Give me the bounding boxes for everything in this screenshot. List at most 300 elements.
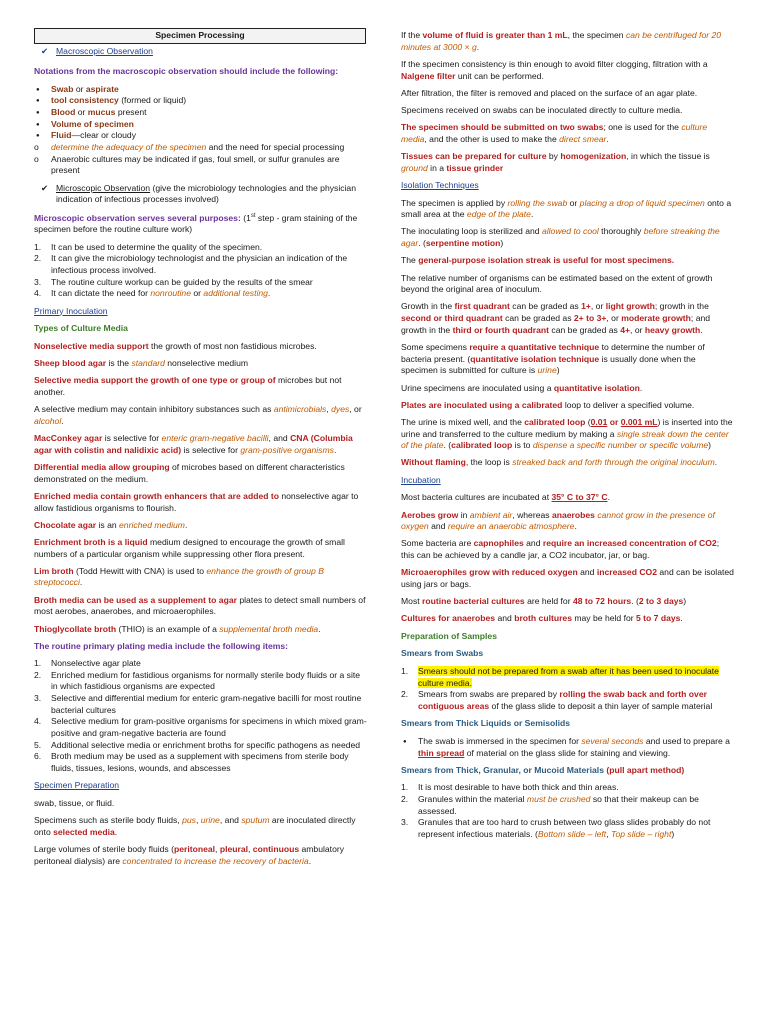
list-item	[34, 119, 369, 131]
text-run: The swab is immersed in the specimen for	[418, 735, 582, 746]
paragraph	[401, 457, 734, 469]
text-run: After filtration, the filter is removed and placed on the surface of an agar plate.	[401, 87, 698, 98]
list-marker: ●	[36, 121, 40, 128]
text-run: Smears from Thick, Granular, or Mucoid Materials	[401, 764, 607, 775]
types-heading: Types of Culture Media	[34, 323, 128, 334]
paragraph	[401, 151, 734, 174]
text-run: .	[700, 324, 703, 335]
text-run: . (	[631, 596, 639, 607]
text-run: .	[639, 382, 643, 393]
text-run: can be graded as	[509, 301, 582, 312]
text-run: pleural	[219, 844, 249, 855]
text-run: Cultures for anaerobes	[401, 613, 496, 624]
text-run: st	[250, 212, 256, 219]
text-run: aspirate	[85, 83, 119, 94]
text-run: rolling the swab	[507, 197, 568, 208]
text-run: continuous	[252, 844, 300, 855]
text-run: . (	[443, 440, 452, 451]
text-run: .	[680, 613, 683, 624]
text-run: The	[401, 255, 419, 266]
text-run: before streaking the agar	[401, 226, 720, 249]
text-run: Without flaming	[401, 457, 466, 468]
paragraph	[401, 105, 734, 117]
text-run: )	[671, 829, 675, 840]
text-run: )	[556, 365, 560, 376]
list-item	[34, 288, 369, 300]
text-run: Selective and differential medium for enteric gram-negative bacilli for most routine bacterial cultures	[51, 692, 362, 715]
text-run: Smears from swabs are prepared by	[418, 689, 560, 700]
list-marker: o	[34, 153, 39, 164]
routine-heading: The routine primary plating media include the following items:	[34, 640, 289, 651]
text-run: rolling the swab back and forth over contiguous areas	[418, 689, 707, 711]
paragraph	[34, 341, 369, 353]
text-run: , or	[349, 404, 362, 415]
text-run: alcohol	[34, 415, 62, 426]
text-run: concentrated to increase the recovery of bacteria	[122, 855, 309, 866]
text-run: Smears should not be prepared from a swab after it has been used to inoculate culture media.	[418, 665, 719, 688]
list-item	[34, 716, 369, 739]
text-run: . (	[418, 238, 426, 249]
text-run: ,	[195, 815, 201, 826]
purposes-list	[34, 242, 369, 300]
text-run: , or	[590, 301, 606, 312]
text-run: selected media	[53, 826, 115, 837]
text-run: third or fourth quadrant	[452, 324, 550, 335]
text-run: 2+ to 3+	[573, 313, 607, 324]
list-item	[34, 154, 369, 177]
list-marker: 1.	[34, 657, 42, 668]
text-run: onto a small area at the	[401, 197, 732, 220]
text-run: loop to deliver a specified volume.	[562, 399, 695, 410]
text-run: The routine culture workup can be guided by the results of the smear	[51, 276, 313, 287]
text-run: or	[567, 197, 580, 208]
paragraph	[401, 30, 734, 53]
paragraph	[34, 358, 369, 370]
text-run: thin spread	[418, 747, 465, 758]
text-run: general-purpose isolation streak	[418, 255, 551, 266]
notations-list	[34, 84, 369, 178]
text-run: Growth in the	[401, 301, 455, 312]
text-run: antimicrobials	[273, 404, 327, 415]
text-run: Bottom slide – left	[537, 829, 607, 840]
text-run: or	[607, 416, 621, 427]
text-run: urine	[200, 815, 220, 826]
list-item	[401, 736, 734, 759]
text-run: .	[574, 521, 577, 532]
routine-list	[34, 658, 369, 775]
text-run: can be graded as	[502, 313, 574, 324]
paragraph	[401, 88, 734, 100]
text-run: nonroutine	[150, 288, 191, 299]
text-run: Additional selective media or enrichment broths for specific pathogens as needed	[51, 739, 361, 750]
text-run: and	[495, 613, 515, 624]
text-run: .	[714, 457, 718, 468]
text-run: )	[683, 596, 687, 607]
text-run: (pull apart method)	[606, 764, 685, 775]
text-run: It can be used to determine the quality of the specimen.	[51, 241, 263, 252]
text-run: broth cultures	[514, 613, 572, 624]
incubation-heading: Incubation	[401, 474, 441, 485]
swab-list	[401, 666, 734, 713]
text-run: anaerobes	[551, 509, 595, 520]
text-run: ; one is used for the	[603, 122, 682, 133]
list-marker: 6.	[34, 751, 42, 762]
list-item	[401, 689, 734, 712]
text-run: supplemental broth media	[219, 623, 319, 634]
text-run: It is most desirable to have both thick and thin areas.	[418, 782, 619, 793]
text-run: , and	[219, 815, 242, 826]
text-run: placing a drop of liquid specimen	[579, 197, 705, 208]
list-item	[34, 142, 369, 154]
paragraph	[34, 433, 369, 456]
thick-list	[401, 736, 734, 759]
text-run: The inoculating loop is sterilized and	[401, 226, 542, 237]
media-paragraphs	[34, 341, 369, 635]
text-run: Selective medium for gram-positive organisms for specimens in which mixed gram-positive and gram-negative bacteria are found	[51, 716, 367, 739]
text-run: Chocolate agar	[34, 519, 97, 530]
text-run: routine bacterial cultures	[422, 596, 525, 607]
text-run: of material on the glass slide for staining and viewing.	[464, 747, 671, 758]
text-run: .	[607, 492, 610, 503]
text-run: is usually done when the specimen is submitted for culture is	[401, 353, 696, 376]
text-run: 1+	[581, 301, 591, 312]
paragraph	[401, 492, 734, 504]
text-run: direct smear	[559, 133, 607, 144]
text-run: is the	[106, 358, 132, 369]
text-run: calibrated loop	[524, 416, 586, 427]
list-marker: 1.	[401, 665, 409, 676]
text-run: Some specimens	[401, 341, 470, 352]
list-marker: 2.	[401, 689, 409, 700]
paragraph	[401, 400, 734, 412]
text-run: CNA (Columbia agar with colistin and nalidixic acid)	[34, 433, 353, 455]
paragraph	[34, 491, 369, 514]
paragraph	[401, 567, 734, 590]
check-icon: ✔	[41, 45, 49, 56]
paragraph	[34, 520, 369, 532]
list-marker: 5.	[34, 739, 42, 750]
text-run: ambient air	[469, 509, 513, 520]
text-run: single streak down the center of the plate	[401, 428, 729, 451]
text-run: Blood	[51, 106, 76, 117]
text-run: .	[308, 855, 312, 866]
text-run: , whereas	[512, 509, 552, 520]
text-run: can be centrifuged for 20 minutes at 3000 × g	[401, 30, 722, 52]
text-run: in a	[427, 162, 447, 173]
text-run: (formed or liquid)	[118, 95, 187, 106]
text-run: light growth	[605, 301, 655, 312]
text-run: standard	[131, 358, 165, 369]
text-run: is an	[96, 519, 120, 530]
text-run: present	[115, 106, 147, 117]
list-marker: 2.	[401, 794, 409, 805]
paragraph	[401, 510, 734, 533]
paragraph	[34, 595, 369, 618]
text-run: )	[708, 440, 712, 451]
check-icon: ✔	[41, 182, 49, 193]
text-run: Top slide – right	[610, 829, 672, 840]
micro-purpose	[34, 212, 369, 236]
text-run: edge of the plate	[466, 209, 531, 220]
text-run: is selective for	[102, 433, 162, 444]
list-marker: 2.	[34, 669, 42, 680]
text-run: .	[606, 133, 609, 144]
text-run: sputum	[241, 815, 270, 826]
text-run: ambulatory peritoneal dialysis) are	[34, 844, 345, 866]
text-run: Thioglycollate broth	[34, 623, 117, 634]
list-item	[34, 242, 369, 254]
text-run: , and the other is used to make the	[424, 133, 560, 144]
text-run: require an anaerobic atmosphere	[447, 521, 575, 532]
text-run: or	[75, 106, 88, 117]
text-run: Enrichment broth is a liquid	[34, 536, 148, 547]
granular-list	[401, 782, 734, 840]
text-run: Anaerobic cultures may be indicated if gas, foul smell, or sulfur granules are present	[51, 153, 340, 176]
text-run: Fluid	[51, 130, 72, 141]
list-item	[34, 693, 369, 716]
list-item	[401, 782, 734, 794]
list-item	[401, 817, 734, 840]
paragraph	[401, 59, 734, 82]
text-run: urine	[537, 365, 557, 376]
text-run: If the specimen consistency is thin enough to avoid filter clogging, filtration with a	[401, 58, 708, 69]
list-item	[34, 751, 369, 774]
primary-inoculation-heading: Primary Inoculation	[34, 305, 108, 316]
text-run: Specimens such as sterile body fluids,	[34, 815, 183, 826]
text-run: dyes	[331, 404, 350, 415]
list-item	[34, 84, 369, 96]
text-run: 0.01	[590, 416, 608, 427]
text-run: (Todd Hewitt with CNA) is used to	[73, 565, 207, 576]
text-run: Urine specimens are inoculated using a	[401, 382, 554, 393]
paragraph	[401, 417, 734, 452]
text-run: tool consistency	[51, 95, 119, 106]
list-marker: 3.	[34, 276, 42, 287]
text-run: Nonselective agar plate	[51, 657, 141, 668]
text-run: Broth media can be used as a supplement to agar	[34, 594, 237, 605]
text-run: so that their makeup can be assessed.	[418, 794, 699, 816]
text-run: Lim broth	[34, 565, 74, 576]
text-run: The urine is mixed well, and the	[401, 416, 525, 427]
list-item	[401, 666, 734, 689]
processing-paragraphs	[401, 30, 734, 174]
text-run: .	[79, 577, 83, 588]
right-column	[401, 30, 734, 846]
text-run: homogenization	[560, 151, 627, 161]
text-run: allowed to cool	[541, 226, 599, 237]
text-run: Swab	[51, 83, 74, 94]
text-run: 0.001 mL	[620, 416, 658, 427]
text-run: Differential media allow grouping	[34, 461, 170, 472]
text-run: Most bacteria cultures are incubated at	[401, 492, 552, 503]
paragraph	[401, 538, 734, 561]
text-run: 2 to 3 days	[638, 596, 684, 607]
list-marker: 3.	[401, 817, 409, 828]
granular-heading	[401, 765, 734, 777]
text-run: second or third quadrant	[401, 313, 503, 324]
text-run: or	[73, 83, 86, 94]
left-column	[34, 28, 369, 873]
text-run: 48 to 72 hours	[572, 596, 632, 607]
text-run: Selective media support the growth of one type or group of	[34, 375, 276, 386]
text-run: .	[476, 41, 480, 52]
paragraph	[34, 798, 369, 810]
text-run: Plates are inoculated using a calibrated	[401, 399, 563, 410]
paragraph	[401, 226, 734, 249]
text-run: gram-positive organisms	[240, 444, 334, 455]
text-run: calibrated loop	[451, 440, 513, 451]
text-run: Volume of specimen	[51, 118, 134, 129]
paragraph	[34, 537, 369, 560]
text-run: .	[184, 519, 188, 530]
text-run: by	[546, 151, 561, 161]
macro-heading: ✔ Macroscopic Observation	[41, 45, 153, 56]
text-run: must be crushed	[526, 794, 591, 805]
text-run: and	[428, 521, 448, 532]
prep-samples-heading: Preparation of Samples	[401, 630, 497, 641]
text-run: additional testing	[203, 288, 268, 299]
text-run: Nalgene filter	[401, 70, 456, 81]
text-run: .	[530, 209, 534, 220]
text-run: ,	[326, 404, 332, 415]
text-run: peritoneal	[173, 844, 216, 855]
paragraph	[34, 462, 369, 485]
text-run: , or	[630, 324, 645, 335]
text-run: ; growth in the	[654, 301, 709, 312]
text-run: The specimen is applied by	[401, 197, 508, 208]
text-run: A selective medium may contain inhibitory substances such as	[34, 404, 274, 415]
text-run: and used to prepare a	[643, 735, 730, 746]
text-run: Tissues can be prepared for culture	[401, 151, 547, 161]
paragraph	[401, 383, 734, 395]
text-run: increased CO2	[596, 567, 658, 578]
text-run: enteric gram-negative bacilli	[161, 433, 269, 444]
text-run: It can dictate the need for	[51, 288, 151, 299]
text-run: the growth of most non fastidious microbes.	[148, 340, 317, 351]
list-marker: ●	[36, 133, 40, 140]
text-run: .	[333, 444, 337, 455]
text-run: 35° C to 37° C	[551, 492, 608, 503]
text-run: .	[114, 826, 118, 837]
text-run: culture media	[401, 122, 708, 144]
text-run: nonselective medium	[164, 358, 249, 369]
text-run: can be graded as	[549, 324, 621, 335]
list-marker: 1.	[401, 782, 409, 793]
text-run: nonselective agar to allow fastidious organisms to flourish.	[34, 490, 359, 513]
micro-check-item	[34, 183, 369, 206]
text-run: Some bacteria are	[401, 538, 474, 549]
text-run: ,	[248, 844, 253, 855]
text-run: to determine the number of bacteria present. (	[401, 341, 705, 364]
prep-paragraphs	[34, 798, 369, 867]
text-run: Granules that are too hard to crush between two glass slides probably do not represent infectious materials. (	[418, 817, 711, 840]
text-run: and	[523, 538, 543, 549]
text-run: of the glass slide to deposit a thin layer of sample material	[489, 700, 713, 711]
list-marker: 4.	[34, 288, 42, 299]
text-run: .	[318, 623, 321, 634]
text-run: Most	[401, 596, 423, 607]
list-marker: ●	[36, 86, 40, 93]
text-run: unit can be performed.	[455, 70, 544, 81]
paragraph	[34, 815, 369, 838]
text-run: swab, tissue, or fluid.	[34, 797, 115, 808]
text-run: cannot grow in the presence of oxygen	[401, 509, 715, 532]
text-run: It can give the microbiology technologist and the physician an indication of the infectious process involved.	[51, 253, 348, 276]
text-run: (1	[240, 212, 251, 223]
text-run: enriched medium	[119, 519, 185, 530]
text-run: Enriched medium for fastidious organisms for normally sterile body fluids or a site in which fastidious organisms are expected	[51, 669, 361, 692]
text-run: is useful for most specimens.	[550, 255, 675, 266]
text-run: Aerobes grow	[401, 509, 459, 520]
paragraph	[34, 375, 369, 398]
list-marker: ●	[403, 738, 407, 745]
list-item	[34, 277, 369, 289]
text-run: —clear or cloudy	[71, 130, 137, 141]
text-run: MacConkey agar	[34, 433, 103, 444]
paragraph	[401, 596, 734, 608]
isolation-heading: Isolation Techniques	[401, 179, 479, 190]
text-run: ; this can be achieved by a candle jar, a CO2 incubator, jar, or bag.	[401, 538, 720, 561]
text-run: quantitative isolation technique	[470, 353, 600, 364]
text-run: Broth medium may be used as a supplement with specimens from sterile body fluids, tissues, lesions, wounds, and abscesses	[51, 751, 349, 774]
incubation-paragraphs	[401, 492, 734, 625]
text-run: Microscopic Observation	[56, 182, 151, 193]
text-run: ; and growth in the	[401, 313, 711, 335]
text-run: may be held for	[571, 613, 636, 624]
paragraph	[401, 613, 734, 625]
text-run: Large volumes of sterile body fluids (	[34, 844, 174, 855]
paragraph	[401, 273, 734, 296]
text-run: capnophiles	[473, 538, 524, 549]
list-marker: ●	[36, 109, 40, 116]
text-run: ,	[606, 829, 611, 840]
text-run: in	[458, 509, 470, 520]
text-run: reduced oxygen	[511, 567, 578, 578]
text-run: The specimen should be submitted on two swabs	[401, 122, 604, 133]
text-run: quantitative isolation	[553, 382, 640, 393]
text-run: dispense a specific number or specific volume	[532, 440, 709, 451]
smears-swabs-heading: Smears from Swabs	[401, 648, 484, 659]
text-run: , in which the tissue is	[626, 151, 710, 161]
specimen-prep-heading: Specimen Preparation	[34, 780, 120, 791]
list-item	[34, 130, 369, 142]
list-item	[34, 95, 369, 107]
paragraph	[401, 122, 734, 145]
text-run: determine the adequacy of the specimen	[51, 142, 207, 152]
text-run: are inoculated directly onto	[34, 815, 356, 837]
text-run: plates to detect small numbers of most aerobes, anaerobes, and microaerophiles.	[34, 594, 366, 617]
text-run: ground	[401, 162, 428, 173]
text-run: .	[267, 288, 271, 299]
text-run: and can be isolated using jars or bags.	[401, 567, 734, 589]
list-marker: 3.	[34, 692, 42, 703]
thick-liquids-heading: Smears from Thick Liquids or Semisolids	[401, 718, 571, 729]
text-run: of microbes based on different characteristics demonstrated on the medium.	[34, 461, 345, 484]
text-run: require a quantitative technique	[469, 341, 600, 352]
text-run: mucus	[87, 106, 116, 117]
text-run: microbes but not another.	[34, 375, 342, 398]
list-marker: ●	[36, 98, 40, 105]
text-run: thoroughly	[598, 226, 644, 237]
text-run: (THIO) is an example of a	[116, 623, 220, 634]
paragraph	[401, 255, 734, 267]
list-item	[34, 740, 369, 752]
text-run: serpentine motion	[425, 238, 501, 249]
text-run: 5 to 7 days	[636, 613, 681, 624]
paragraph	[34, 566, 369, 589]
list-item	[401, 794, 734, 817]
text-run: The relative number of organisms can be estimated based on the extent of growth beyond the original area of inoculum.	[401, 272, 713, 295]
